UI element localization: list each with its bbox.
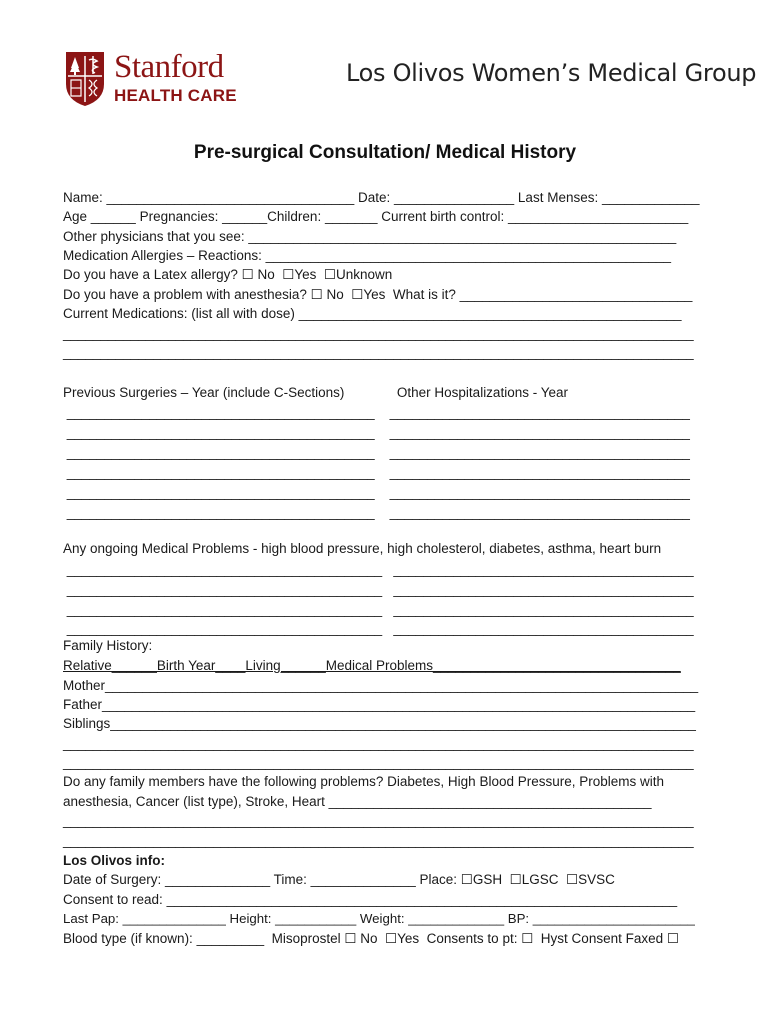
family-history-columns: Relative______Birth Year____Living______Medical Problems_________________________________: [63, 658, 681, 673]
medical-problems-header: Any ongoing Medical Problems - high blood pressure, high cholesterol, diabetes, asthma, heart burn: [63, 541, 662, 556]
current-medications-line[interactable]: Current Medications: (list all with dose) ___________________________________________________: [63, 306, 682, 321]
other-physicians-line[interactable]: Other physicians that you see: _________________________________________________________: [63, 229, 677, 244]
blank-line[interactable]: ____________________________________________________________________________________: [63, 736, 694, 751]
surgery-row[interactable]: _________________________________________ ________________________________________: [63, 405, 690, 420]
medical-problem-row[interactable]: __________________________________________ ________________________________________: [63, 621, 694, 636]
surgery-row[interactable]: _________________________________________ ________________________________________: [63, 505, 690, 520]
blood-type-line[interactable]: Blood type (if known): _________ Misoprostel ☐ No ☐Yes Consents to pt: ☐ Hyst Consent Faxed ☐: [63, 931, 679, 946]
logo-name: Stanford: [114, 49, 224, 85]
medical-problem-row[interactable]: __________________________________________ ________________________________________: [63, 602, 694, 617]
group-title: Los Olivos Women’s Medical Group: [346, 59, 757, 87]
anesthesia-problem-line[interactable]: Do you have a problem with anesthesia? ☐ No ☐Yes What is it? _______________________________: [63, 287, 693, 302]
siblings-line[interactable]: Siblings______________________________________________________________________________: [63, 716, 696, 731]
surgery-row[interactable]: _________________________________________ ________________________________________: [63, 485, 690, 500]
family-history-heading: Family History:: [63, 638, 153, 653]
blank-line[interactable]: ____________________________________________________________________________________: [63, 833, 694, 848]
surgery-row[interactable]: _________________________________________ ________________________________________: [63, 425, 690, 440]
age-pregnancies-line[interactable]: Age ______ Pregnancies: ______Children: _______ Current birth control: ________________________: [63, 209, 689, 224]
blank-line[interactable]: ____________________________________________________________________________________: [63, 326, 694, 341]
father-line[interactable]: Father_______________________________________________________________________________: [63, 697, 696, 712]
medical-problem-row[interactable]: __________________________________________ ________________________________________: [63, 582, 694, 597]
surgery-row[interactable]: _________________________________________ ________________________________________: [63, 445, 690, 460]
stanford-logo: [64, 50, 237, 108]
los-olivos-info-heading: Los Olivos info:: [63, 853, 166, 868]
mother-line[interactable]: Mother_______________________________________________________________________________: [63, 678, 699, 693]
logo-subtitle: HEALTH CARE: [114, 86, 237, 105]
blank-line[interactable]: ____________________________________________________________________________________: [63, 755, 694, 770]
family-problems-line[interactable]: anesthesia, Cancer (list type), Stroke, Heart ___________________________________________: [63, 794, 652, 809]
name-date-line[interactable]: Name: _________________________________ Date: ________________ Last Menses: _____________: [63, 190, 700, 205]
blank-line[interactable]: ____________________________________________________________________________________: [63, 345, 694, 360]
document-title: Pre-surgical Consultation/ Medical History: [193, 142, 577, 163]
surgery-date-line[interactable]: Date of Surgery: ______________ Time: ______________ Place: ☐GSH ☐LGSC ☐SVSC: [63, 872, 615, 887]
family-problems-question: Do any family members have the following problems? Diabetes, High Blood Pressure, Problems with: [63, 774, 665, 789]
consent-line[interactable]: Consent to read: ____________________________________________________________________: [63, 892, 678, 907]
surgeries-hospitalizations-header: Previous Surgeries – Year (include C-Sections) Other Hospitalizations - Year: [63, 385, 568, 400]
pap-vitals-line[interactable]: Last Pap: ______________ Height: ___________ Weight: _____________ BP: ______________________: [63, 911, 695, 926]
stanford-shield-icon: [64, 50, 106, 108]
surgery-row[interactable]: _________________________________________ ________________________________________: [63, 465, 690, 480]
medical-problem-row[interactable]: __________________________________________ ________________________________________: [63, 562, 694, 577]
medication-allergies-line[interactable]: Medication Allergies – Reactions: ______________________________________________________: [63, 248, 672, 263]
latex-allergy-line[interactable]: Do you have a Latex allergy? ☐ No ☐Yes ☐Unknown: [63, 267, 393, 282]
blank-line[interactable]: ____________________________________________________________________________________: [63, 813, 694, 828]
